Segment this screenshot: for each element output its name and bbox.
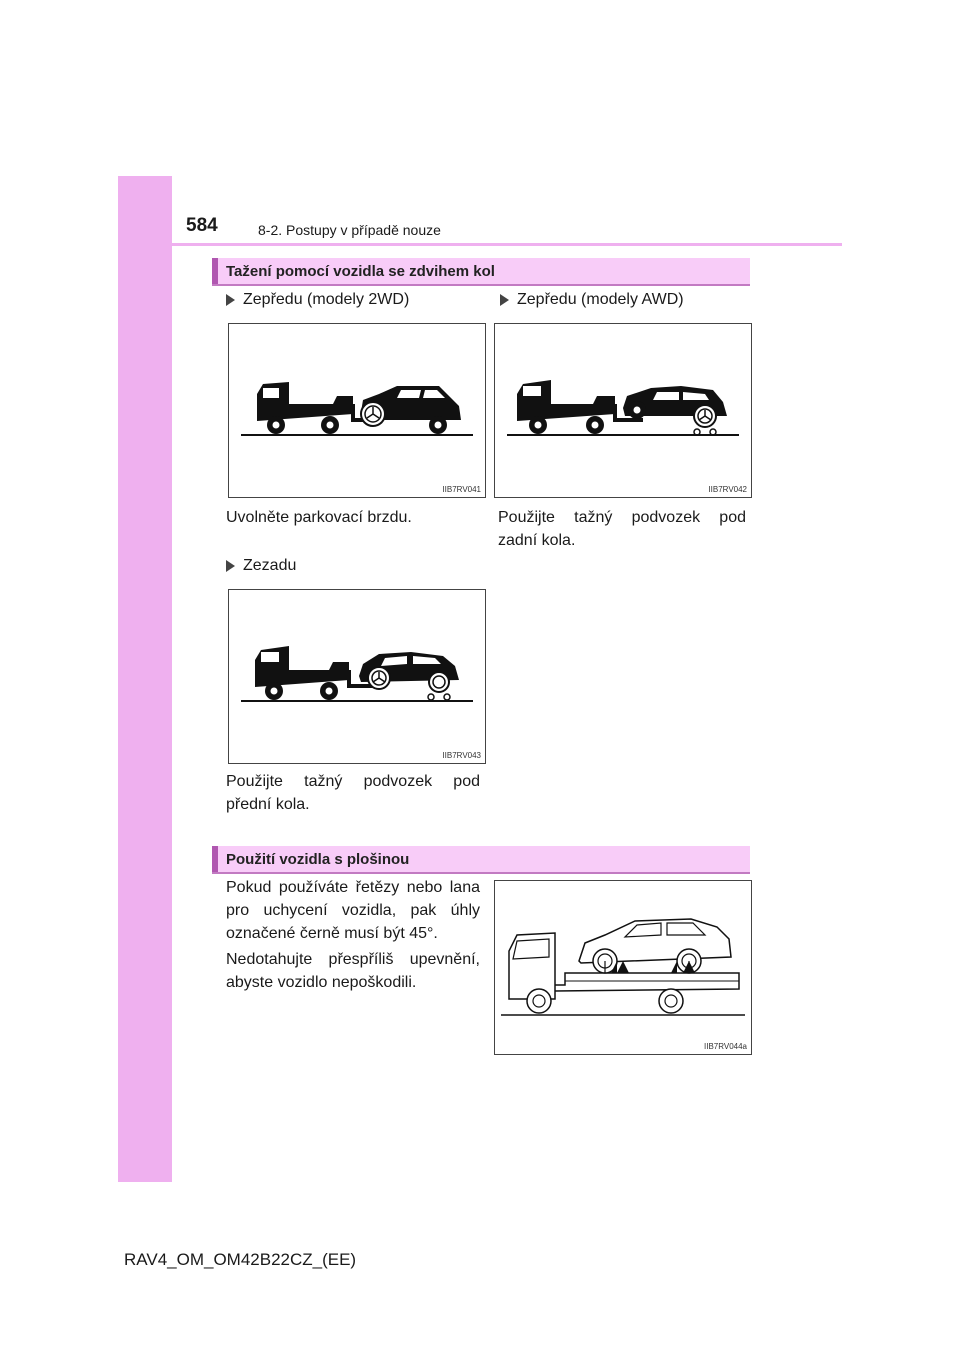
subheading-label: Zepředu (modely 2WD) (243, 291, 410, 308)
figure-code: IIB7RV041 (442, 485, 481, 494)
figure-code: IIB7RV044a (704, 1042, 747, 1051)
flatbed-para1-line2: pro uchycení vozidla, pak úhly (226, 902, 480, 919)
caption-front-awd-line1: Použijte tažný podvozek pod (498, 509, 746, 526)
chapter-sidebar-tab (118, 176, 172, 1182)
subheading-front-2wd (226, 291, 409, 309)
figure-code: IIB7RV043 (442, 751, 481, 760)
tow-truck-illustration (495, 324, 751, 497)
section-heading-label: Tažení pomocí vozidla se zdvihem kol (226, 263, 495, 280)
flatbed-para1-line1: Pokud používáte řetězy nebo lana (226, 879, 480, 896)
flatbed-para1-line3: označené černě musí být 45°. (226, 925, 438, 942)
tow-truck-illustration (229, 324, 485, 497)
subheading-front-awd (500, 291, 684, 309)
header-divider (118, 243, 842, 246)
caption-rear-line1: Použijte tažný podvozek pod (226, 773, 480, 790)
figure-tow-front-2wd (228, 323, 486, 498)
figure-code: IIB7RV042 (708, 485, 747, 494)
flatbed-truck-illustration (495, 881, 751, 1054)
section-heading-wheel-lift (212, 258, 750, 286)
triangle-bullet-icon (226, 560, 235, 572)
flatbed-para2-line1: Nedotahujte přespříliš upevnění, (226, 951, 480, 968)
section-heading-label: Použití vozidla s plošinou (226, 851, 410, 868)
subheading-label: Zezadu (243, 557, 297, 574)
caption-rear-line2: přední kola. (226, 796, 310, 813)
figure-tow-front-awd (494, 323, 752, 498)
section-title: 8-2. Postupy v případě nouze (258, 222, 441, 238)
figure-flatbed (494, 880, 752, 1055)
page-number: 584 (186, 215, 218, 236)
tow-truck-illustration (229, 590, 485, 763)
caption-front-awd-line2: zadní kola. (498, 532, 576, 549)
document-code: RAV4_OM_OM42B22CZ_(EE) (124, 1250, 357, 1269)
caption-front-2wd: Uvolněte parkovací brzdu. (226, 509, 412, 526)
flatbed-para2-line2: abyste vozidlo nepoškodili. (226, 974, 417, 991)
subheading-rear (226, 557, 296, 575)
subheading-label: Zepředu (modely AWD) (517, 291, 684, 308)
figure-tow-rear (228, 589, 486, 764)
triangle-bullet-icon (226, 294, 235, 306)
section-heading-flatbed (212, 846, 750, 874)
triangle-bullet-icon (500, 294, 509, 306)
